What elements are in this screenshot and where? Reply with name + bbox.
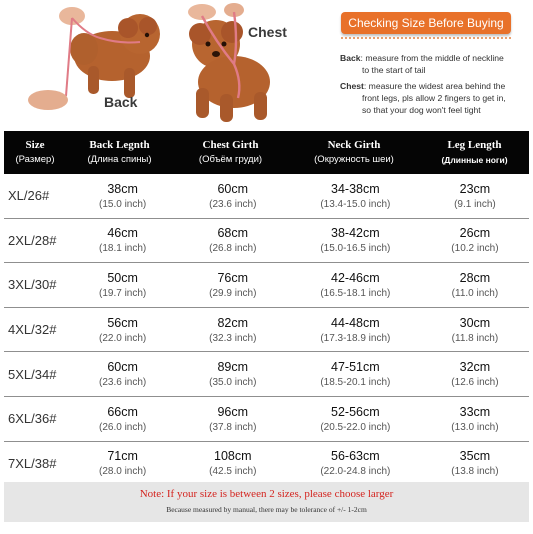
back-cell — [70, 352, 176, 396]
neck-cell — [290, 174, 421, 218]
table-row — [4, 308, 529, 353]
back-label: Back — [104, 94, 138, 110]
neck-cell — [290, 263, 421, 307]
chest-cm-value: 108cm — [214, 449, 252, 464]
table-row — [4, 397, 529, 442]
leg-cell — [421, 352, 529, 396]
leg-cm-value: 23cm — [459, 181, 491, 196]
dog-back-photo — [28, 4, 168, 122]
neck-cell — [290, 219, 421, 263]
tolerance-note: Because measured by manual, there may be tolerance of +/- 1-2cm — [166, 505, 367, 514]
back-cm-value: 66cm — [107, 404, 138, 419]
back-inch-value: (18.1 inch) — [99, 243, 147, 255]
neck-cell — [290, 352, 421, 396]
back-cm-value: 71cm — [107, 449, 138, 464]
column-header-ru: (Длина спины) — [87, 154, 152, 165]
dotted-divider — [341, 37, 511, 42]
chest-cm-value: 76cm — [217, 270, 249, 285]
chest-cm-value: 60cm — [217, 181, 249, 196]
back-inch-value: (15.0 inch) — [99, 198, 147, 210]
chest-inch-value: (29.9 inch) — [209, 287, 257, 299]
back-inch-value: (19.7 inch) — [99, 287, 147, 299]
back-inch-value: (22.0 inch) — [99, 332, 147, 344]
size-warning: Note: If your size is between 2 sizes, please choose larger — [139, 488, 394, 500]
back-cell — [70, 219, 176, 263]
neck-inch-value: (16.5-18.1 inch) — [320, 287, 391, 299]
neck-cm-value: 52-56cm — [331, 404, 380, 419]
column-header-ru: (Размер) — [15, 154, 55, 165]
column-header-back-length — [66, 131, 173, 174]
back-cell — [70, 397, 176, 441]
chest-note-line1: : measure the widest area behind the — [363, 81, 506, 91]
chest-label: Chest — [248, 24, 287, 40]
column-header-chest-girth — [173, 131, 288, 174]
back-note-title: Back — [340, 53, 361, 63]
leg-cm-value: 33cm — [459, 404, 491, 419]
leg-cm-value: 32cm — [459, 360, 491, 375]
neck-inch-value: (20.5-22.0 inch) — [320, 421, 391, 433]
leg-cm-value: 30cm — [459, 315, 491, 330]
chest-cell — [176, 442, 290, 486]
neck-cell — [290, 442, 421, 486]
back-inch-value: (26.0 inch) — [99, 421, 147, 433]
column-header-ru: (Длинные ноги) — [441, 155, 508, 165]
column-header-neck-girth — [288, 131, 420, 174]
table-row — [4, 219, 529, 264]
neck-inch-value: (17.3-18.9 inch) — [320, 332, 391, 344]
table-body — [4, 174, 529, 485]
neck-cm-value: 42-46cm — [331, 270, 380, 285]
chest-measure-note — [340, 80, 530, 116]
column-header-en: Leg Length — [447, 139, 502, 151]
neck-cm-value: 44-48cm — [331, 315, 380, 330]
leg-inch-value: (11.0 inch) — [451, 287, 499, 299]
neck-cell — [290, 397, 421, 441]
leg-cell — [421, 442, 529, 486]
chest-inch-value: (26.8 inch) — [209, 243, 257, 255]
checking-size-title: Checking Size Before Buying — [341, 12, 511, 34]
chest-cm-value: 96cm — [217, 404, 249, 419]
back-cm-value: 46cm — [107, 226, 138, 241]
neck-inch-value: (18.5-20.1 inch) — [320, 377, 391, 389]
chest-inch-value: (23.6 inch) — [209, 198, 257, 210]
leg-cell — [421, 308, 529, 352]
chest-inch-value: (32.3 inch) — [209, 332, 257, 344]
size-chart-table — [4, 131, 529, 485]
leg-inch-value: (10.2 inch) — [451, 243, 499, 255]
column-header-leg-length — [420, 131, 529, 174]
neck-cm-value: 38-42cm — [331, 226, 380, 241]
chest-cell — [176, 263, 290, 307]
chest-cm-value: 89cm — [217, 360, 249, 375]
column-header-en: Chest Girth — [202, 139, 259, 151]
back-cell — [70, 263, 176, 307]
back-cell — [70, 442, 176, 486]
size-cell: 6XL/36# — [8, 411, 57, 427]
chest-note-line3: so that your dog won't feel tight — [362, 105, 481, 115]
leg-cell — [421, 219, 529, 263]
leg-inch-value: (13.8 inch) — [451, 466, 499, 478]
back-cm-value: 60cm — [107, 360, 138, 375]
leg-cell — [421, 397, 529, 441]
table-header — [4, 131, 529, 174]
size-cell: 5XL/34# — [8, 366, 57, 382]
table-row — [4, 263, 529, 308]
chest-inch-value: (37.8 inch) — [209, 421, 257, 433]
chest-cell — [176, 174, 290, 218]
leg-cell — [421, 263, 529, 307]
size-cell: 7XL/38# — [8, 455, 57, 471]
back-cm-value: 56cm — [107, 315, 138, 330]
neck-inch-value: (22.0-24.8 inch) — [320, 466, 391, 478]
back-inch-value: (28.0 inch) — [99, 466, 147, 478]
chest-note-line2: front legs, pls allow 2 fingers to get in, — [362, 93, 506, 103]
column-header-size — [4, 131, 66, 174]
back-cm-value: 50cm — [107, 270, 138, 285]
leg-cm-value: 26cm — [459, 226, 491, 241]
leg-inch-value: (11.8 inch) — [451, 332, 499, 344]
back-cell — [70, 308, 176, 352]
back-note-line2: to the start of tail — [362, 65, 426, 75]
chest-note-title: Chest — [340, 81, 364, 91]
neck-cm-value: 56-63cm — [331, 449, 380, 464]
column-header-ru: (Окружность шеи) — [314, 154, 394, 165]
size-cell: 4XL/32# — [8, 322, 57, 338]
chest-cm-value: 82cm — [217, 315, 249, 330]
neck-inch-value: (13.4-15.0 inch) — [320, 198, 391, 210]
table-row — [4, 174, 529, 219]
size-cell: 2XL/28# — [8, 232, 57, 248]
table-row — [4, 442, 529, 486]
chest-inch-value: (35.0 inch) — [209, 377, 257, 389]
chest-cm-value: 68cm — [217, 226, 249, 241]
chest-cell — [176, 352, 290, 396]
back-measure-note — [340, 52, 530, 76]
leg-cm-value: 35cm — [459, 449, 491, 464]
size-cell: XL/26# — [8, 188, 50, 204]
size-cell: 3XL/30# — [8, 277, 57, 293]
leg-inch-value: (12.6 inch) — [451, 377, 499, 389]
measurement-guide — [0, 0, 533, 130]
leg-cm-value: 28cm — [459, 270, 491, 285]
chest-cell — [176, 308, 290, 352]
column-header-en: Neck Girth — [327, 139, 381, 151]
neck-cm-value: 47-51cm — [331, 360, 380, 375]
leg-inch-value: (9.1 inch) — [454, 198, 496, 210]
chest-inch-value: (42.5 inch) — [209, 466, 257, 478]
back-cm-value: 38cm — [107, 181, 138, 196]
neck-inch-value: (15.0-16.5 inch) — [320, 243, 391, 255]
back-cell — [70, 174, 176, 218]
leg-cell — [421, 174, 529, 218]
dog-chest-photo — [172, 2, 300, 128]
table-row — [4, 352, 529, 397]
chest-cell — [176, 397, 290, 441]
column-header-en: Back Legnth — [89, 139, 150, 151]
column-header-en: Size — [25, 139, 45, 151]
back-note-line1: : measure from the middle of neckline — [360, 53, 504, 63]
footer-note — [4, 482, 529, 522]
leg-inch-value: (13.0 inch) — [451, 421, 499, 433]
chest-cell — [176, 219, 290, 263]
neck-cell — [290, 308, 421, 352]
back-inch-value: (23.6 inch) — [99, 377, 147, 389]
neck-cm-value: 34-38cm — [331, 181, 380, 196]
column-header-ru: (Объём груди) — [198, 154, 263, 165]
